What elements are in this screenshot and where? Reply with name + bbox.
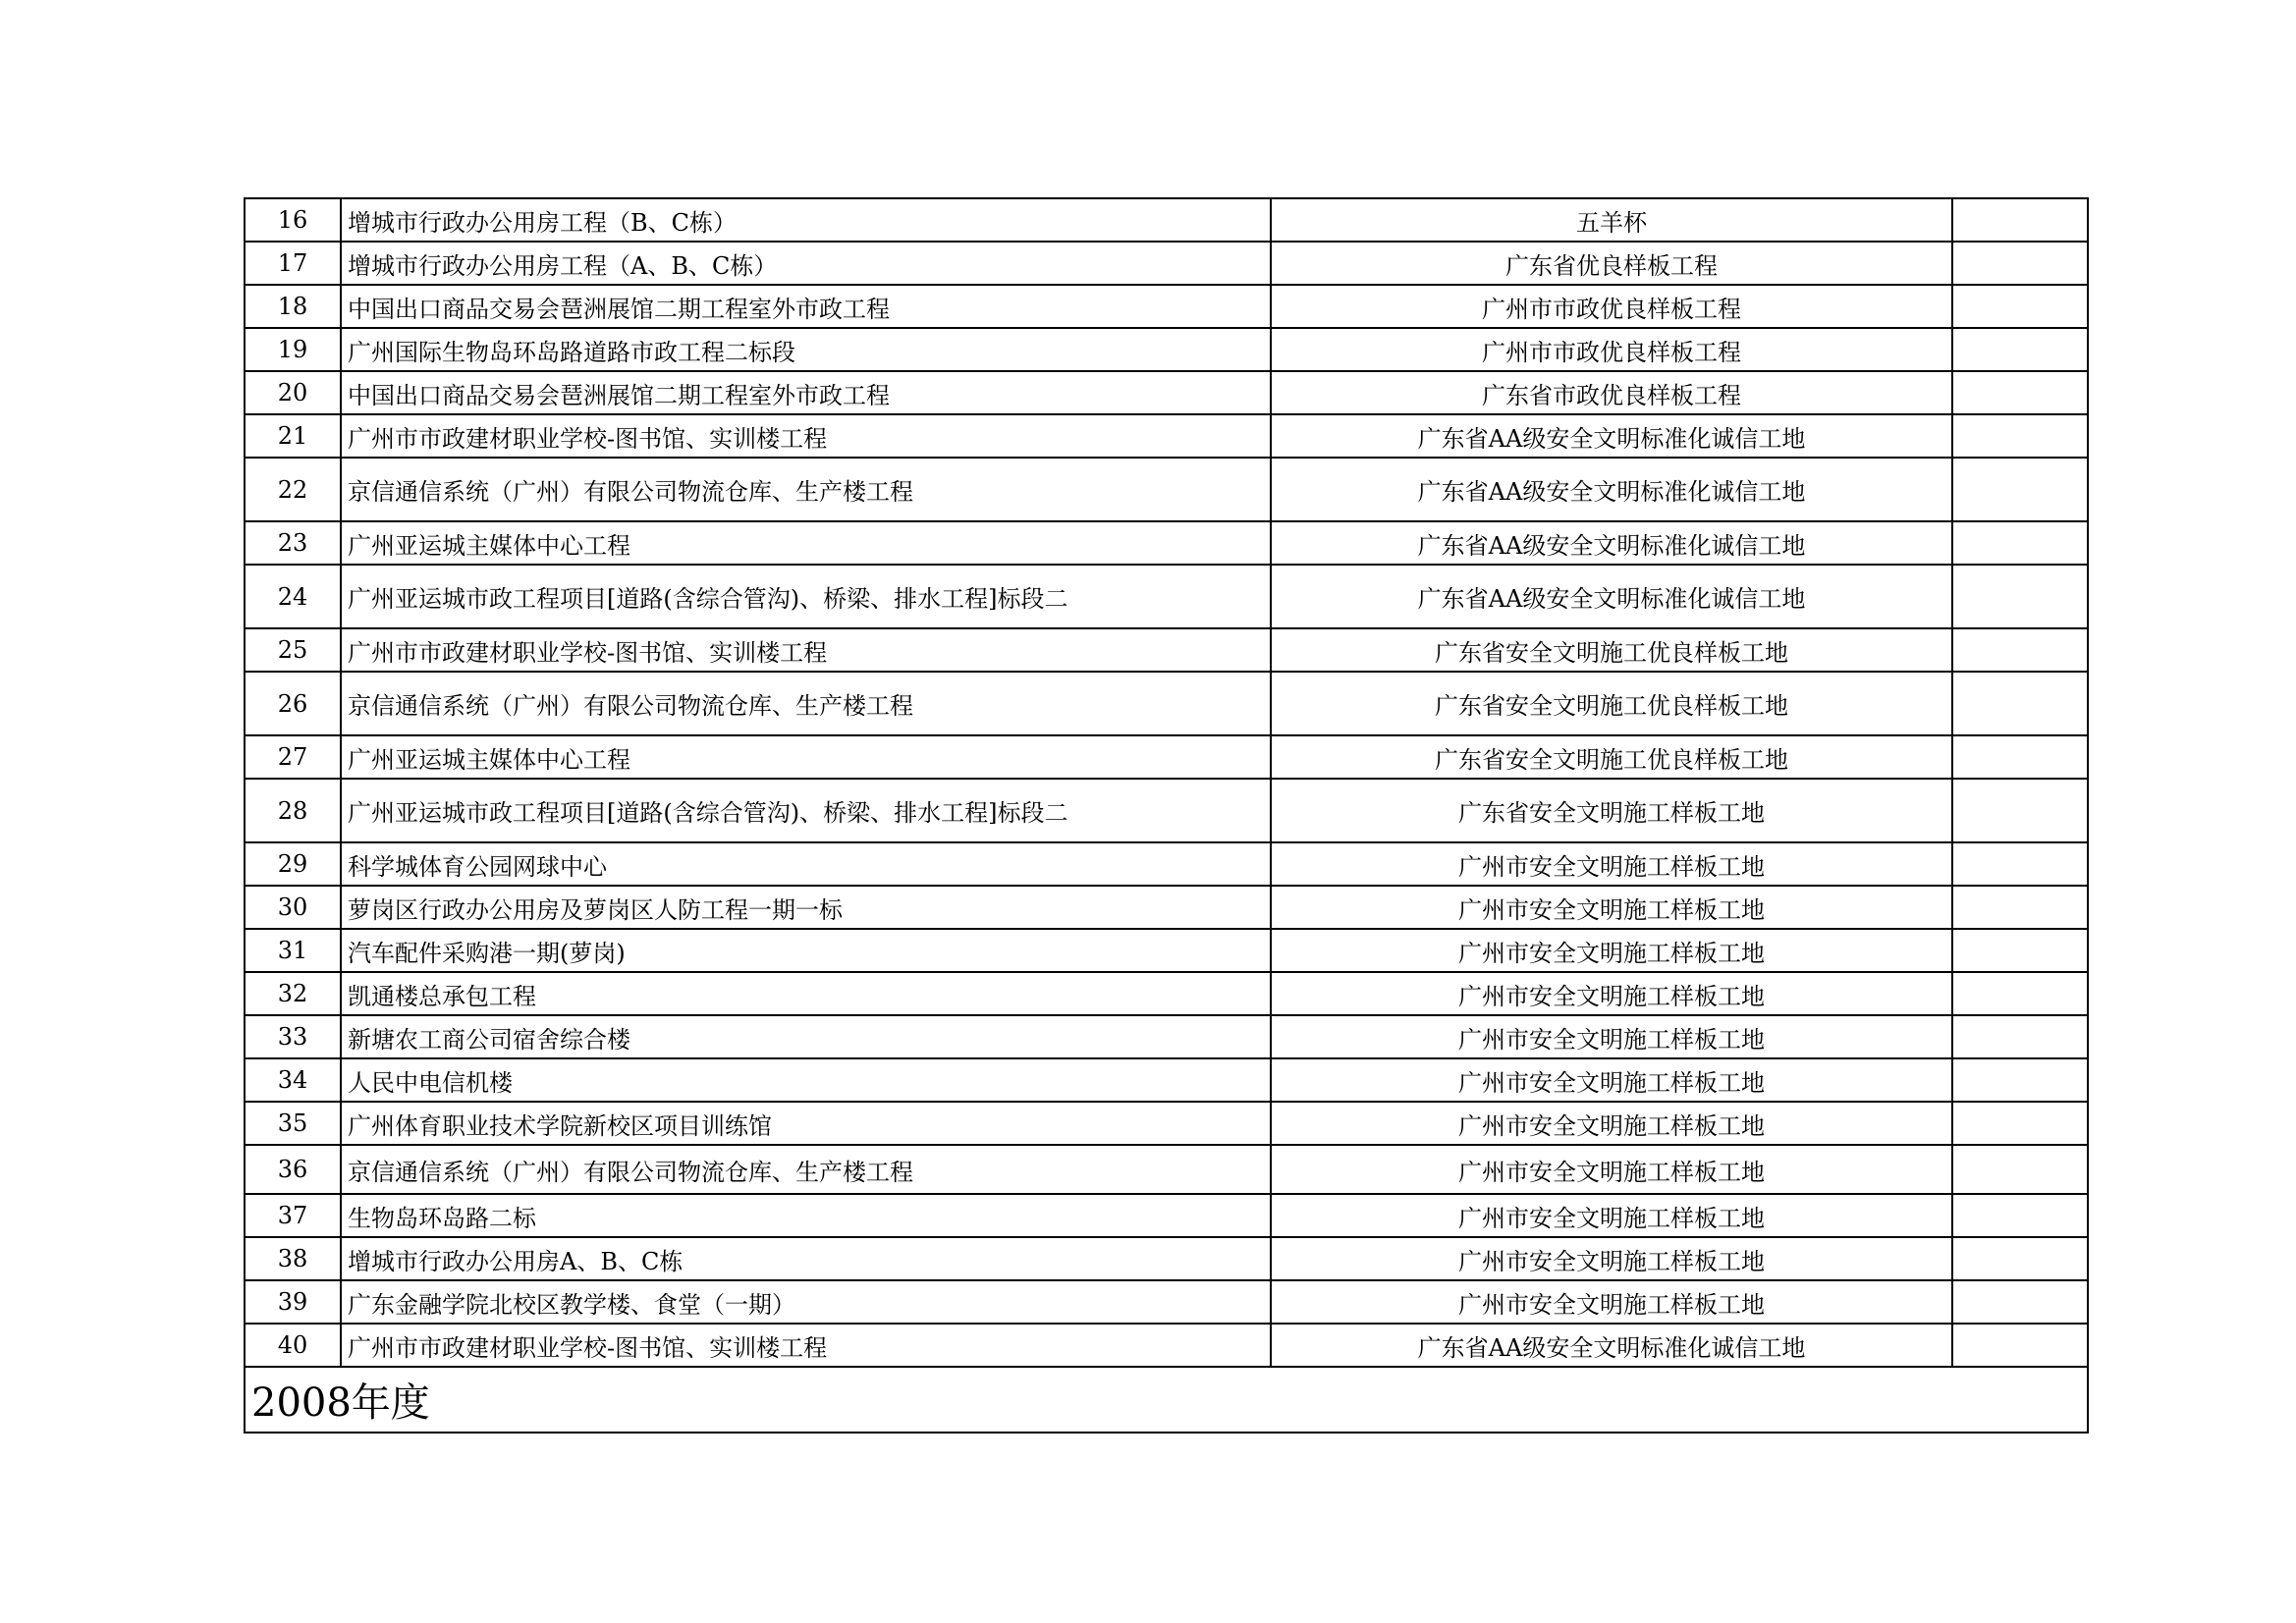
award-name: 广州市安全文明施工样板工地 <box>1271 972 1952 1015</box>
award-name: 广州市安全文明施工样板工地 <box>1271 1237 1952 1280</box>
remarks-cell <box>1952 414 2088 458</box>
table-row <box>245 672 2088 735</box>
row-number: 23 <box>245 521 341 565</box>
row-number: 19 <box>245 328 341 371</box>
project-name: 凯通楼总承包工程 <box>341 972 1271 1015</box>
award-name: 广州市安全文明施工样板工地 <box>1271 1102 1952 1145</box>
award-name: 广州市安全文明施工样板工地 <box>1271 1058 1952 1102</box>
row-number: 27 <box>245 735 341 779</box>
table-row <box>245 972 2088 1015</box>
remarks-cell <box>1952 1015 2088 1058</box>
row-number: 30 <box>245 886 341 929</box>
row-number: 35 <box>245 1102 341 1145</box>
project-name: 广东金融学院北校区教学楼、食堂（一期） <box>341 1280 1271 1324</box>
remarks-cell <box>1952 929 2088 972</box>
project-name: 京信通信系统（广州）有限公司物流仓库、生产楼工程 <box>341 672 1271 735</box>
table-row <box>245 565 2088 628</box>
table-row <box>245 198 2088 242</box>
award-name: 广东省市政优良样板工程 <box>1271 371 1952 414</box>
row-number: 20 <box>245 371 341 414</box>
row-number: 32 <box>245 972 341 1015</box>
table-row <box>245 886 2088 929</box>
remarks-cell <box>1952 521 2088 565</box>
award-name: 广东省AA级安全文明标准化诚信工地 <box>1271 414 1952 458</box>
award-name: 广东省AA级安全文明标准化诚信工地 <box>1271 1324 1952 1367</box>
row-number: 34 <box>245 1058 341 1102</box>
award-name: 广州市安全文明施工样板工地 <box>1271 886 1952 929</box>
remarks-cell <box>1952 972 2088 1015</box>
year-heading-row <box>245 1367 2088 1433</box>
award-name: 五羊杯 <box>1271 198 1952 242</box>
award-name: 广州市安全文明施工样板工地 <box>1271 1280 1952 1324</box>
table-row <box>245 458 2088 521</box>
row-number: 38 <box>245 1237 341 1280</box>
award-name: 广东省安全文明施工优良样板工地 <box>1271 628 1952 672</box>
remarks-cell <box>1952 198 2088 242</box>
row-number: 28 <box>245 779 341 842</box>
remarks-cell <box>1952 1102 2088 1145</box>
project-name: 广州国际生物岛环岛路道路市政工程二标段 <box>341 328 1271 371</box>
year-heading: 2008年度 <box>245 1367 2088 1433</box>
remarks-cell <box>1952 672 2088 735</box>
table-row <box>245 1145 2088 1194</box>
row-number: 40 <box>245 1324 341 1367</box>
remarks-cell <box>1952 1058 2088 1102</box>
remarks-cell <box>1952 886 2088 929</box>
remarks-cell <box>1952 842 2088 886</box>
project-name: 新塘农工商公司宿舍综合楼 <box>341 1015 1271 1058</box>
project-name: 人民中电信机楼 <box>341 1058 1271 1102</box>
project-name: 增城市行政办公用房A、B、C栋 <box>341 1237 1271 1280</box>
remarks-cell <box>1952 1237 2088 1280</box>
project-name: 广州亚运城主媒体中心工程 <box>341 521 1271 565</box>
table-row <box>245 842 2088 886</box>
award-name: 广州市市政优良样板工程 <box>1271 285 1952 328</box>
remarks-cell <box>1952 1324 2088 1367</box>
award-name: 广东省安全文明施工优良样板工地 <box>1271 672 1952 735</box>
award-table <box>244 197 2089 1434</box>
project-name: 科学城体育公园网球中心 <box>341 842 1271 886</box>
remarks-cell <box>1952 735 2088 779</box>
award-name: 广州市安全文明施工样板工地 <box>1271 1015 1952 1058</box>
row-number: 29 <box>245 842 341 886</box>
table-row <box>245 1280 2088 1324</box>
remarks-cell <box>1952 371 2088 414</box>
remarks-cell <box>1952 458 2088 521</box>
project-name: 中国出口商品交易会琶洲展馆二期工程室外市政工程 <box>341 285 1271 328</box>
table-row <box>245 328 2088 371</box>
remarks-cell <box>1952 565 2088 628</box>
table-row <box>245 735 2088 779</box>
project-name: 广州亚运城主媒体中心工程 <box>341 735 1271 779</box>
table-row <box>245 1194 2088 1237</box>
project-name: 广州亚运城市政工程项目[道路(含综合管沟)、桥梁、排水工程]标段二 <box>341 779 1271 842</box>
project-name: 中国出口商品交易会琶洲展馆二期工程室外市政工程 <box>341 371 1271 414</box>
project-name: 广州市市政建材职业学校-图书馆、实训楼工程 <box>341 628 1271 672</box>
remarks-cell <box>1952 628 2088 672</box>
award-name: 广州市安全文明施工样板工地 <box>1271 1145 1952 1194</box>
row-number: 36 <box>245 1145 341 1194</box>
row-number: 17 <box>245 242 341 285</box>
project-name: 京信通信系统（广州）有限公司物流仓库、生产楼工程 <box>341 458 1271 521</box>
remarks-cell <box>1952 779 2088 842</box>
award-table-body <box>245 198 2088 1367</box>
award-name: 广东省AA级安全文明标准化诚信工地 <box>1271 458 1952 521</box>
award-name: 广东省安全文明施工优良样板工地 <box>1271 735 1952 779</box>
award-name: 广东省AA级安全文明标准化诚信工地 <box>1271 565 1952 628</box>
award-name: 广州市安全文明施工样板工地 <box>1271 929 1952 972</box>
table-row <box>245 1015 2088 1058</box>
row-number: 33 <box>245 1015 341 1058</box>
award-name: 广州市安全文明施工样板工地 <box>1271 1194 1952 1237</box>
table-row <box>245 1102 2088 1145</box>
table-row <box>245 285 2088 328</box>
project-name: 增城市行政办公用房工程（A、B、C栋） <box>341 242 1271 285</box>
project-name: 广州市市政建材职业学校-图书馆、实训楼工程 <box>341 1324 1271 1367</box>
row-number: 25 <box>245 628 341 672</box>
row-number: 39 <box>245 1280 341 1324</box>
row-number: 21 <box>245 414 341 458</box>
table-row <box>245 1237 2088 1280</box>
row-number: 26 <box>245 672 341 735</box>
remarks-cell <box>1952 1280 2088 1324</box>
project-name: 汽车配件采购港一期(萝岗) <box>341 929 1271 972</box>
table-row <box>245 371 2088 414</box>
row-number: 16 <box>245 198 341 242</box>
project-name: 生物岛环岛路二标 <box>341 1194 1271 1237</box>
project-name: 广州亚运城市政工程项目[道路(含综合管沟)、桥梁、排水工程]标段二 <box>341 565 1271 628</box>
remarks-cell <box>1952 285 2088 328</box>
row-number: 22 <box>245 458 341 521</box>
table-row <box>245 1324 2088 1367</box>
project-name: 增城市行政办公用房工程（B、C栋） <box>341 198 1271 242</box>
project-name: 广州体育职业技术学院新校区项目训练馆 <box>341 1102 1271 1145</box>
table-row <box>245 242 2088 285</box>
remarks-cell <box>1952 1194 2088 1237</box>
table-row <box>245 929 2088 972</box>
row-number: 18 <box>245 285 341 328</box>
award-name: 广州市市政优良样板工程 <box>1271 328 1952 371</box>
award-name: 广州市安全文明施工样板工地 <box>1271 842 1952 886</box>
remarks-cell <box>1952 1145 2088 1194</box>
row-number: 31 <box>245 929 341 972</box>
row-number: 37 <box>245 1194 341 1237</box>
table-row <box>245 414 2088 458</box>
project-name: 京信通信系统（广州）有限公司物流仓库、生产楼工程 <box>341 1145 1271 1194</box>
row-number: 24 <box>245 565 341 628</box>
award-name: 广东省优良样板工程 <box>1271 242 1952 285</box>
project-name: 萝岗区行政办公用房及萝岗区人防工程一期一标 <box>341 886 1271 929</box>
table-row <box>245 1058 2088 1102</box>
table-row <box>245 779 2088 842</box>
award-name: 广东省AA级安全文明标准化诚信工地 <box>1271 521 1952 565</box>
table-row <box>245 521 2088 565</box>
project-name: 广州市市政建材职业学校-图书馆、实训楼工程 <box>341 414 1271 458</box>
table-row <box>245 628 2088 672</box>
remarks-cell <box>1952 328 2088 371</box>
remarks-cell <box>1952 242 2088 285</box>
award-name: 广东省安全文明施工样板工地 <box>1271 779 1952 842</box>
